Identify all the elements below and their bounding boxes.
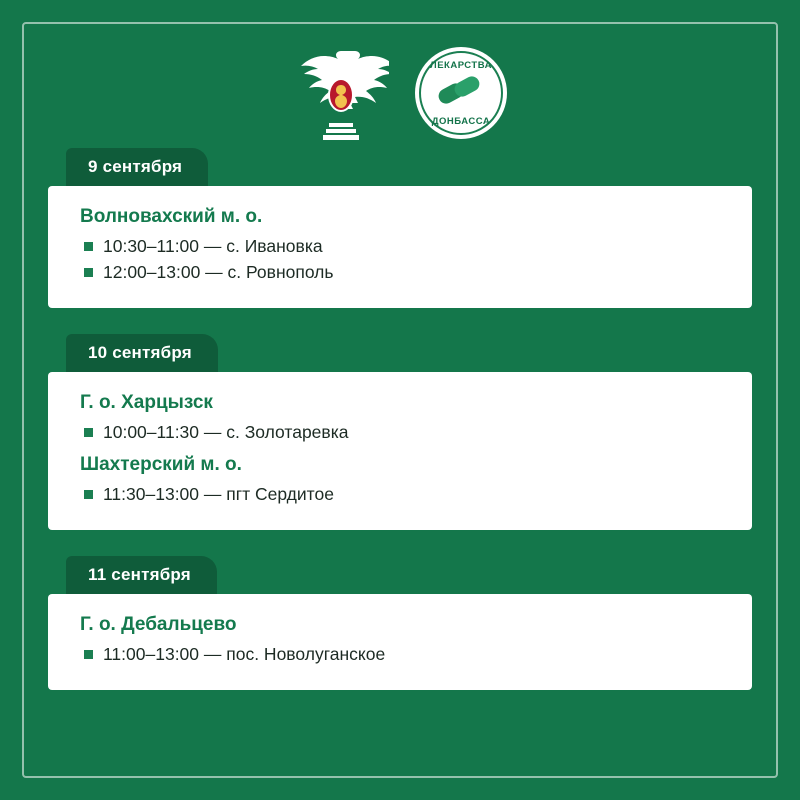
schedule-section: [48, 334, 752, 530]
location-title: Г. о. Дебальцево: [80, 614, 237, 635]
entry-text: 12:00–13:00 — с. Ровнополь: [103, 262, 334, 282]
list-item: [84, 484, 722, 505]
location-block: [80, 614, 722, 665]
list-item: [84, 236, 722, 257]
pills-icon: [438, 78, 484, 108]
square-bullet-icon: [84, 650, 93, 659]
location-title: Волновахский м. о.: [80, 206, 263, 227]
list-item: [84, 422, 722, 443]
entry-text: 11:30–13:00 — пгт Сердитое: [103, 484, 334, 504]
square-bullet-icon: [84, 428, 93, 437]
schedule-section: [48, 148, 752, 308]
location-block: [80, 392, 722, 443]
location-block: [80, 206, 722, 283]
date-tab: 11 сентября: [66, 556, 217, 594]
location-title: Г. о. Харцызск: [80, 392, 213, 413]
schedule-card: [48, 372, 752, 530]
list-item: [84, 644, 722, 665]
schedule-card: [48, 594, 752, 690]
dpr-coat-of-arms-icon: [293, 43, 389, 143]
square-bullet-icon: [84, 490, 93, 499]
location-block: [80, 454, 722, 505]
entry-text: 11:00–13:00 — пос. Новолуганское: [103, 644, 386, 664]
square-bullet-icon: [84, 242, 93, 251]
date-tab: 9 сентября: [66, 148, 208, 186]
entry-text: 10:30–11:00 — с. Ивановка: [103, 236, 323, 256]
logo-text-bottom: ДОНБАССА: [431, 116, 491, 127]
entry-text: 10:00–11:30 — с. Золотаревка: [103, 422, 349, 442]
square-bullet-icon: [84, 268, 93, 277]
lekarstva-donbassa-logo: [415, 47, 507, 139]
header-logos: [48, 38, 752, 148]
logo-text-top: ЛЕКАРСТВА: [430, 60, 492, 71]
schedule-card: [48, 186, 752, 308]
date-tab: 10 сентября: [66, 334, 218, 372]
list-item: [84, 262, 722, 283]
schedule-section: [48, 556, 752, 690]
location-title: Шахтерский м. о.: [80, 454, 242, 475]
